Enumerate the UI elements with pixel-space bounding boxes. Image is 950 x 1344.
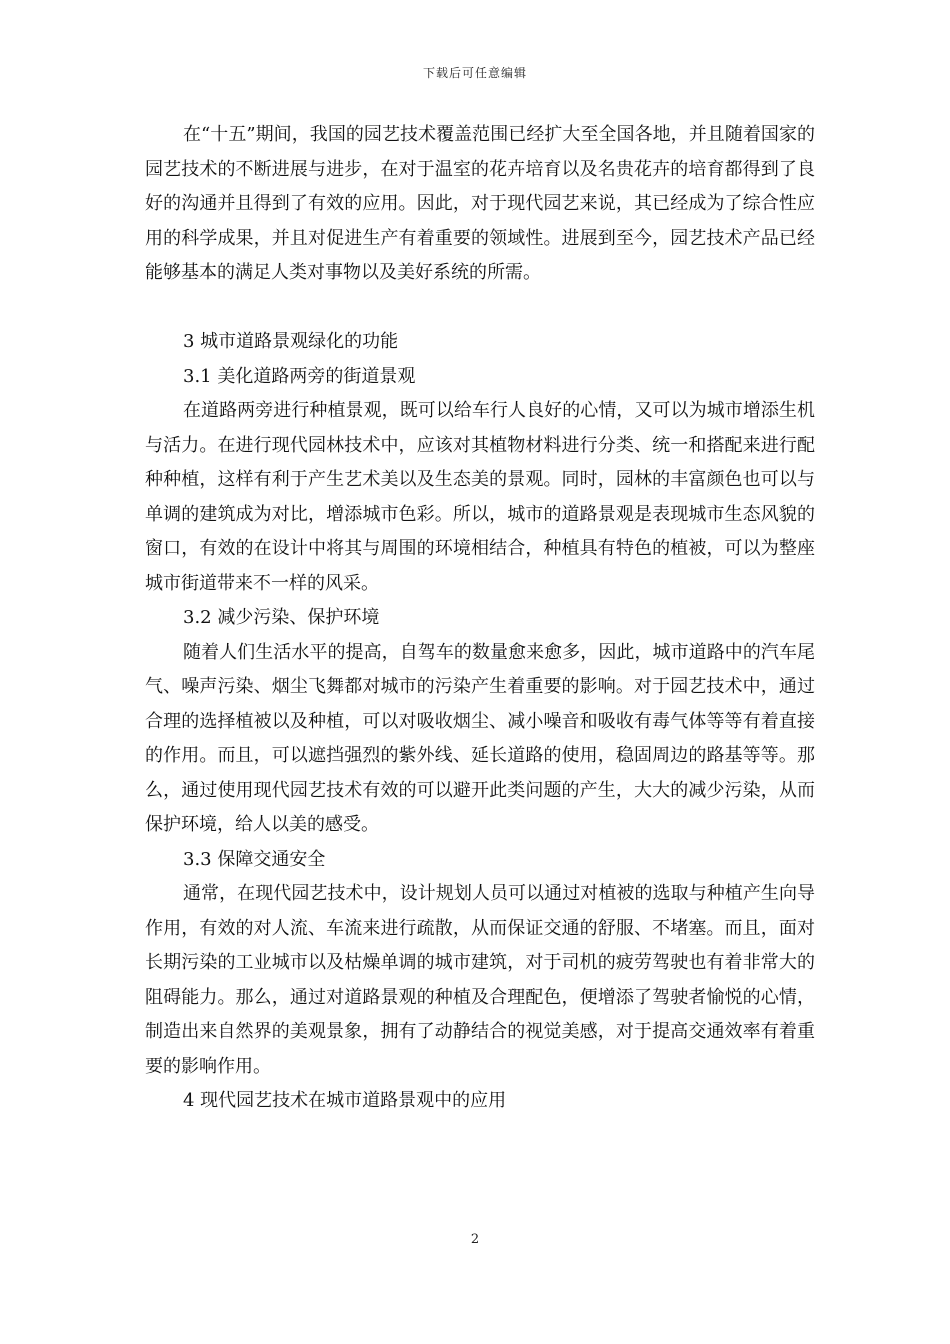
section-heading-4: 4 现代园艺技术在城市道路景观中的应用 — [183, 1090, 507, 1111]
document-body — [145, 118, 815, 1119]
subsection-heading-3-3: 3.3 保障交通安全 — [183, 848, 326, 870]
section-heading-3: 3 城市道路景观绿化的功能 — [183, 331, 399, 352]
subsection-heading-3-2: 3.2 减少污染、保护环境 — [183, 607, 380, 628]
page-header-note: 下载后可任意编辑 — [422, 66, 527, 80]
subsection-heading-3-1: 3.1 美化道路两旁的街道景观 — [183, 365, 416, 387]
page-number: 2 — [470, 1232, 480, 1247]
paragraph-3-2: 随着人们生活水平的提高，自驾车的数量愈来愈多，因此，城市道路中的汽车尾气、噪声污染、烟尘飞舞都对城市的污染产生着重要的影响。对于园艺技术中，通过合理的选择植被以及种植，可以对吸收烟尘、减小噪音和吸收有毒气体等等有着直接的作用。而且，可以遮挡强烈的紫外线、延长道路的使用，稳固周边的路基等等。那么，通过使用现代园艺技术有效的可以避开此类问题的产生，大大的减少污染，从而保护环境，给人以美的感受。 — [145, 641, 815, 835]
paragraph-spacer — [145, 291, 815, 326]
paragraph-intro: 在“十五”期间，我国的园艺技术覆盖范围已经扩大至全国各地，并且随着国家的园艺技术的不断进展与进步，在对于温室的花卉培育以及名贵花卉的培育都得到了良好的沟通并且得到了有效的应用。因此，对于现代园艺来说，其已经成为了综合性应用的科学成果，并且对促进生产有着重要的领域性。进展到至今，园艺技术产品已经能够基本的满足人类对事物以及美好系统的所需。 — [145, 124, 815, 283]
paragraph-3-3: 通常，在现代园艺技术中，设计规划人员可以通过对植被的选取与种植产生向导作用，有效的对人流、车流来进行疏散，从而保证交通的舒服、不堵塞。而且，面对长期污染的工业城市以及枯燥单调的城市建筑，对于司机的疲劳驾驶也有着非常大的阻碍能力。那么，通过对道路景观的种植及合理配色，便增添了驾驶者愉悦的心情，制造出来自然界的美观景象，拥有了动静结合的视觉美感，对于提高交通效率有着重要的影响作用。 — [145, 883, 815, 1077]
paragraph-3-1: 在道路两旁进行种植景观，既可以给车行人良好的心情，又可以为城市增添生机与活力。在进行现代园林技术中，应该对其植物材料进行分类、统一和搭配来进行配种种植，这样有利于产生艺术美以及生态美的景观。同时，园林的丰富颜色也可以与单调的建筑成为对比，增添城市色彩。所以，城市的道路景观是表现城市生态风貌的窗口，有效的在设计中将其与周围的环境相结合，种植具有特色的植被，可以为整座城市街道带来不一样的风采。 — [145, 400, 815, 594]
